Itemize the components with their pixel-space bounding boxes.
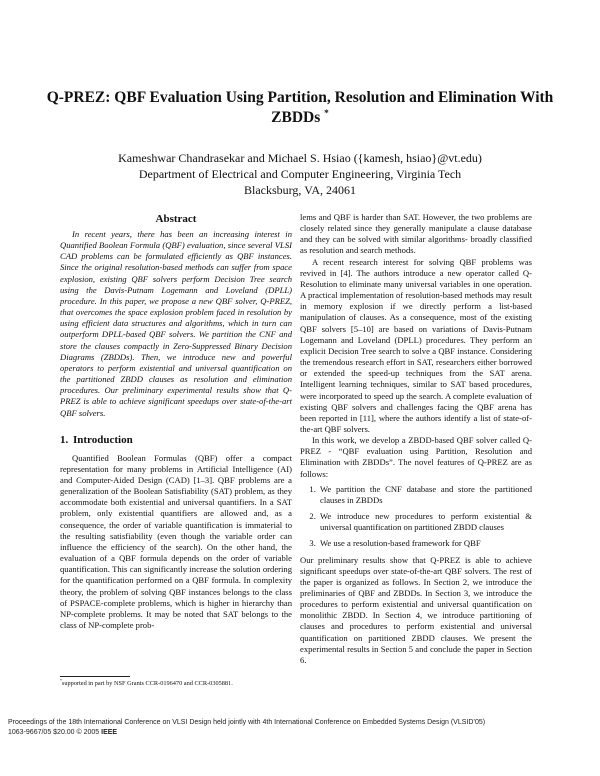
proceedings-footer xyxy=(8,718,600,738)
footer-line-1: Proceedings of the 18th International Conference on VLSI Design held jointly with 4th International Conference on Embedded Systems Design (VLSID’05) xyxy=(8,719,486,726)
intro-paragraph-2: A recent research interest for solving QBF problems was revived in [4]. The authors introduce a new operator called Q-Resolution to eliminate many universal variables in one operation. A practical implementation of resolution-based methods may result in memory explosion if we directly perform a list-based manipulation of clauses. As a consequence, most of the existing QBF solvers [5–10] are based on variations of Davis-Putnam Logemann and Loveland (DPLL) procedures. They perform an explicit Decision Tree search to solve a QBF instance. Considering the tremendous research effort in SAT, researchers either borrowed or extended the speed-up techniques from the SAT arena. Intelligent learning techniques, similar to SAT based procedures, were incorporated to speed up the search. A complete evaluation of existing QBF solvers and challenges facing the QBF arena has been reported in [11], where the authors identify a list of state-of-the-art QBF solvers. xyxy=(300,256,532,434)
features-list-item: 3. We use a resolution-based framework for QBF xyxy=(318,538,532,549)
features-list xyxy=(300,484,532,550)
title-line-1: Q-PREZ: QBF Evaluation Using Partition, Resolution and Elimination With xyxy=(46,89,554,106)
author-block xyxy=(40,150,560,198)
title-line-2 xyxy=(40,108,560,128)
features-list-item: 1. We partition the CNF database and store the partitioned clauses in ZBDDs xyxy=(318,484,532,506)
intro-heading xyxy=(60,433,292,447)
ieee-logo: IEEE xyxy=(101,729,118,736)
intro-paragraph-continued: lems and QBF is harder than SAT. However, the two problems are closely related since they generally manipulate a clause database and they can be solved with similar algorithms- broadly classified as resolution and search methods. xyxy=(300,212,532,256)
intro-paragraph-3: In this work, we develop a ZBDD-based QBF solver called Q-PREZ - “QBF evaluation using Partition, Resolution and Elimination with ZBDDs”. The novel features of Q-PREZ are as follows: xyxy=(300,435,532,479)
left-column xyxy=(60,212,292,631)
intro-heading-text: Introduction xyxy=(73,433,133,446)
abstract-text: In recent years, there has been an increasing interest in Quantified Boolean Formula (QBF) evaluation, since several VLSI CAD problems can be formulated efficiently as QBF instances. Since the original resolution-based methods can suffer from space explosion, existing QBF solvers perform Decision Tree search using the Davis-Putnam Logemann and Loveland (DPLL) procedure. In this paper, we propose a new QBF solver, Q-PREZ, that overcomes the space explosion problem faced in resolution by using efficient data structures and algorithms, which in turn can outperform DPLL-based QBF solvers. We partition the CNF and store the clauses compactly in Zero-Suppressed Binary Decision Diagrams (ZBDDs). Then, we introduce new and powerful operators to perform existential and universal quantification on the partitioned ZBDD clauses as resolution and elimination procedures. Our preliminary experimental results show that Q-PREZ is able to achieve significant speedups over state-of-the-art QBF solvers. xyxy=(60,229,292,418)
right-column xyxy=(300,212,532,666)
intro-paragraph-1: Quantified Boolean Formulas (QBF) offer a compact representation for many problems in Artificial Intelligence (AI) and Computer-Aided Design (CAD) [1–3]. QBF problems are a generalization of the Boolean Satisfiability (SAT) problem, as they accommodate both existential and universal quantifiers. In a SAT problem, only existential quantifiers are allowed and, as a consequence, the order of variable quantification is immaterial to the resulting satisfiability (even though the variable order can influence the efficiency of the search). On the other hand, the evaluation of a QBF formula depends on the order of variable quantification. This can significantly increase the solution ordering for the quantification performed on a QBF formula. In complexity theory, the problem of solving QBF instances belongs to the class of PSPACE-complete problems, which is higher in hierarchy than NP-complete problems. It may be noted that SAT belongs to the class of NP-complete prob- xyxy=(60,452,292,630)
title-line-2-text: ZBDDs xyxy=(271,109,321,126)
footnote-divider xyxy=(60,676,130,677)
author-location: Blacksburg, VA, 24061 xyxy=(243,183,356,197)
intro-heading-number: 1. xyxy=(60,433,69,446)
author-affiliation: Department of Electrical and Computer Engineering, Virginia Tech xyxy=(138,167,462,181)
author-names: Kameshwar Chandrasekar and Michael S. Hsiao ({kamesh, hsiao}@vt.edu) xyxy=(118,151,482,165)
footer-line-2 xyxy=(8,728,600,738)
footer-issn: 1063-9667/05 $20.00 © 2005 xyxy=(8,729,100,736)
footnote-text: supported in part by NSF Grants CCR-0196470 and CCR-0305881. xyxy=(61,680,233,687)
paper-title xyxy=(40,88,560,128)
footnote-mark: * xyxy=(60,678,62,683)
features-list-item: 2. We introduce new procedures to perform existential & universal quantification on partitioned ZBDD clauses xyxy=(318,511,532,533)
intro-paragraph-4: Our preliminary results show that Q-PREZ is able to achieve significant speedups over state-of-the-art QBF solvers. The rest of the paper is organized as follows. In Section 2, we introduce the preliminaries of QBF and ZBDDs. In Section 3, we introduce the procedures to perform existential and universal quantification on monolithic ZBDD. In Section 4, we introduce partitioning of clauses and procedures to perform existential and universal quantification on partitioned ZBDD clauses. We present the experimental results in Section 5 and conclude the paper in Section 6. xyxy=(300,554,532,665)
abstract-section xyxy=(60,212,292,419)
footnote xyxy=(60,680,292,688)
title-footnote-mark: * xyxy=(324,108,329,119)
abstract-heading: Abstract xyxy=(155,213,197,225)
